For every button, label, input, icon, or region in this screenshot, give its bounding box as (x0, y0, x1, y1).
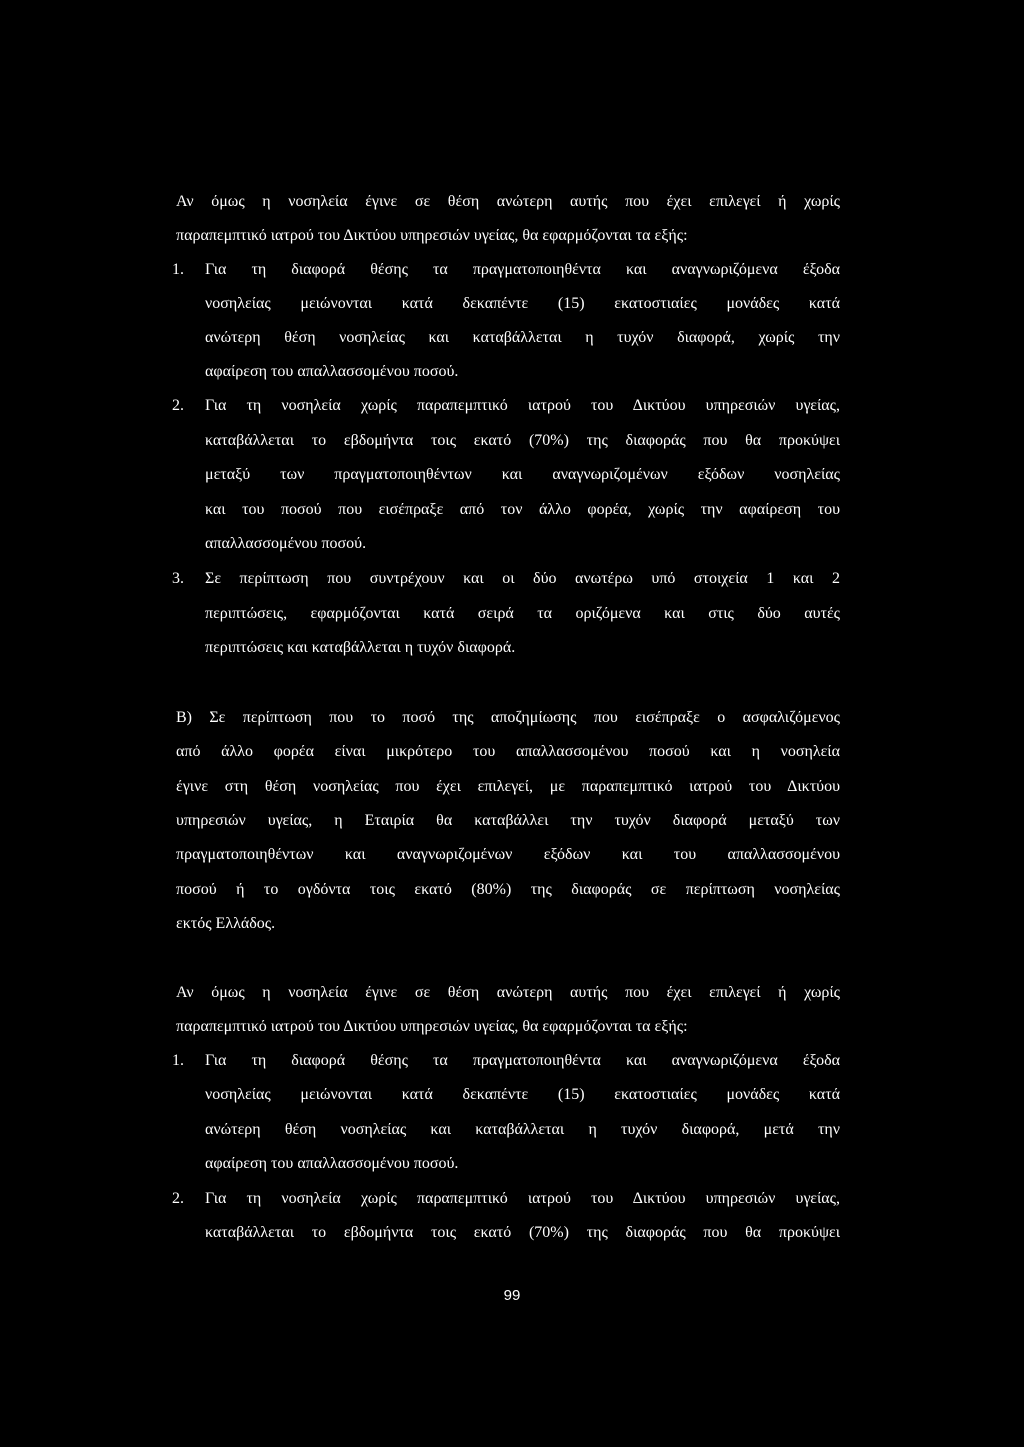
section2-item2-number: 2. (172, 1190, 184, 1207)
section2-item2-line-1: Για τη νοσηλεία χωρίς παραπεμπτικό ιατρού του Δικτύου υπηρεσιών υγείας, (205, 1190, 840, 1207)
section1-intro-line-1: Αν όμως η νοσηλεία έγινε σε θέση ανώτερη αυτής που έχει επιλεγεί ή χωρίς (176, 193, 840, 210)
section1-intro-line-2: παραπεμπτικό ιατρού του Δικτύου υπηρεσιών υγείας, θα εφαρμόζονται τα εξής: (176, 227, 688, 244)
page-number: 99 (503, 1287, 521, 1304)
sectionB-line-5: πραγματοποιηθέντων και αναγνωριζομένων εξόδων και του απαλλασσομένου (176, 846, 840, 863)
section1-item1-line-4: αφαίρεση του απαλλασσομένου ποσού. (205, 363, 459, 380)
section2-item2-line-2: καταβάλλεται το εβδομήντα τοις εκατό (70%) της διαφοράς που θα προκύψει (205, 1224, 840, 1241)
section1-item2-line-2: καταβάλλεται το εβδομήντα τοις εκατό (70%) της διαφοράς που θα προκύψει (205, 432, 840, 449)
section2-item1-line-4: αφαίρεση του απαλλασσομένου ποσού. (205, 1155, 459, 1172)
section1-item3-line-2: περιπτώσεις, εφαρμόζονται κατά σειρά τα οριζόμενα και στις δύο αυτές (205, 605, 840, 622)
section1-item3-number: 3. (172, 570, 184, 587)
section1-item1-line-1: Για τη διαφορά θέσης τα πραγματοποιηθέντα και αναγνωριζόμενα έξοδα (205, 261, 840, 278)
section1-item2-line-1: Για τη νοσηλεία χωρίς παραπεμπτικό ιατρού του Δικτύου υπηρεσιών υγείας, (205, 397, 840, 414)
sectionB-line-4: υπηρεσιών υγείας, η Εταιρία θα καταβάλλει την τυχόν διαφορά μεταξύ των (176, 812, 840, 829)
section1-item1-number: 1. (172, 261, 184, 278)
section1-item3-line-1: Σε περίπτωση που συντρέχουν και οι δύο ανωτέρω υπό στοιχεία 1 και 2 (205, 570, 840, 587)
section1-item2-number: 2. (172, 397, 184, 414)
section2-item1-line-2: νοσηλείας μειώνονται κατά δεκαπέντε (15) εκατοστιαίες μονάδες κατά (205, 1086, 840, 1103)
section2-intro-line-2: παραπεμπτικό ιατρού του Δικτύου υπηρεσιών υγείας, θα εφαρμόζονται τα εξής: (176, 1018, 688, 1035)
section1-item2-line-3: μεταξύ των πραγματοποιηθέντων και αναγνωριζομένων εξόδων νοσηλείας (205, 466, 840, 483)
sectionB-line-7: εκτός Ελλάδος. (176, 915, 276, 932)
section1-item2-line-4: και του ποσού που εισέπραξε από τον άλλο φορέα, χωρίς την αφαίρεση του (205, 501, 840, 518)
section1-item3-line-3: περιπτώσεις και καταβάλλεται η τυχόν διαφορά. (205, 639, 516, 656)
section2-item1-number: 1. (172, 1052, 184, 1069)
sectionB-line-2: από άλλο φορέα είναι μικρότερο του απαλλασσομένου ποσού και η νοσηλεία (176, 743, 840, 760)
section1-item1-line-3: ανώτερη θέση νοσηλείας και καταβάλλεται η τυχόν διαφορά, χωρίς την (205, 329, 840, 346)
section2-item1-line-3: ανώτερη θέση νοσηλείας και καταβάλλεται η τυχόν διαφορά, μετά την (205, 1121, 840, 1138)
section2-intro-line-1: Αν όμως η νοσηλεία έγινε σε θέση ανώτερη αυτής που έχει επιλεγεί ή χωρίς (176, 984, 840, 1001)
sectionB-line-3: έγινε στη θέση νοσηλείας που έχει επιλεγεί, με παραπεμπτικό ιατρού του Δικτύου (176, 778, 840, 795)
sectionB-line-1: Β) Σε περίπτωση που το ποσό της αποζημίωσης που εισέπραξε ο ασφαλιζόμενος (176, 709, 840, 726)
section2-item1-line-1: Για τη διαφορά θέσης τα πραγματοποιηθέντα και αναγνωριζόμενα έξοδα (205, 1052, 840, 1069)
section1-item2-line-5: απαλλασσομένου ποσού. (205, 535, 367, 552)
sectionB-line-6: ποσού ή το ογδόντα τοις εκατό (80%) της διαφοράς σε περίπτωση νοσηλείας (176, 881, 840, 898)
section1-item1-line-2: νοσηλείας μειώνονται κατά δεκαπέντε (15) εκατοστιαίες μονάδες κατά (205, 295, 840, 312)
